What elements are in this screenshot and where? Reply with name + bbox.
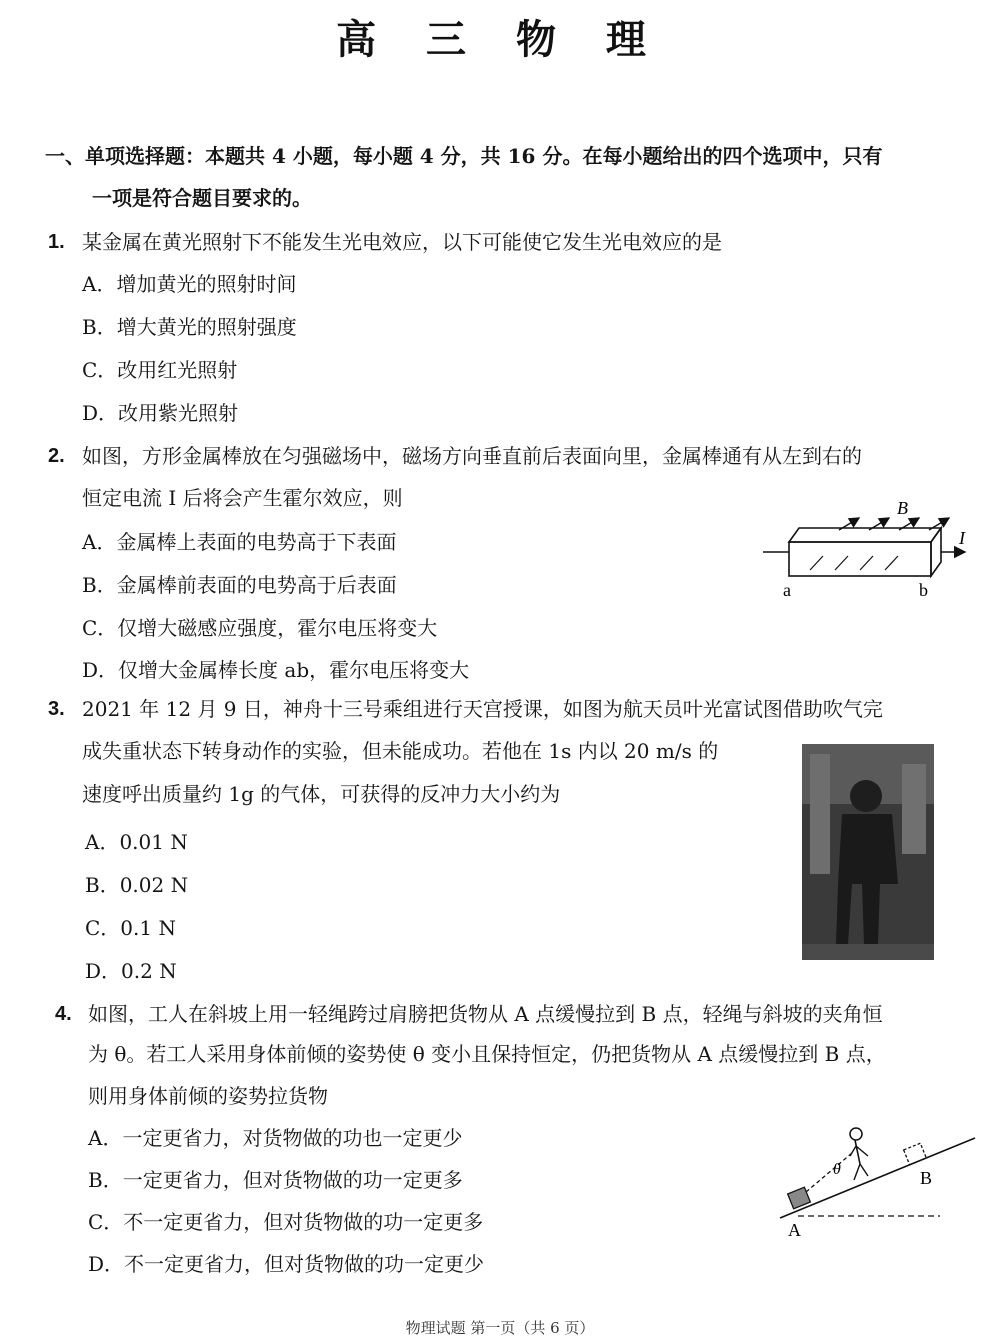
label-point-b: B (920, 1168, 933, 1188)
q3-option-d: D．0.2 N (85, 959, 177, 983)
q2-option-b: B．金属棒前表面的电势高于后表面 (82, 573, 397, 597)
hall-effect-figure (755, 490, 985, 605)
worker-body (855, 1140, 860, 1164)
worker-arm (850, 1146, 856, 1156)
worker-head (850, 1128, 862, 1140)
photo-panel (810, 754, 830, 874)
q2-stem-line1: 如图，方形金属棒放在匀强磁场中，磁场方向垂直前后表面向里，金属棒通有从左到右的 (82, 444, 862, 468)
q2-option-a: A．金属棒上表面的电势高于下表面 (82, 530, 397, 554)
hatch-line (860, 556, 873, 570)
section-heading-cont: 一项是符合题目要求的。 (92, 186, 312, 210)
q2-option-c: C．仅增大磁感应强度，霍尔电压将变大 (82, 616, 438, 640)
hatch-line (835, 556, 848, 570)
q1-option-a: A．增加黄光的照射时间 (82, 272, 297, 296)
slope-line (780, 1138, 975, 1218)
q4-number: 4. (55, 1003, 72, 1025)
q3-option-b: B．0.02 N (85, 873, 189, 897)
section-heading: 一、单项选择题：本题共 4 小题，每小题 4 分，共 16 分。在每小题给出的四个选项中，只有 (45, 144, 883, 168)
label-b-field: B (897, 498, 908, 518)
cargo-box-at-b (904, 1143, 927, 1165)
label-b: b (919, 580, 928, 600)
metal-bar-top (789, 528, 941, 542)
q4-stem-line3: 则用身体前倾的姿势拉货物 (88, 1084, 328, 1108)
q1-option-c: C．改用红光照射 (82, 358, 238, 382)
metal-bar-side (931, 528, 941, 576)
q2-option-d: D．仅增大金属棒长度 ab，霍尔电压将变大 (82, 658, 470, 682)
q1-option-d: D．改用紫光照射 (82, 401, 239, 425)
q3-number: 3. (48, 698, 65, 720)
worker-leg (854, 1164, 860, 1180)
q4-option-b: B．一定更省力，但对货物做的功一定更多 (88, 1168, 463, 1192)
q4-stem-line2: 为 θ。若工人采用身体前倾的姿势使 θ 变小且保持恒定，仍把货物从 A 点缓慢拉到 B 点， (88, 1042, 886, 1066)
label-current: I (959, 528, 965, 548)
q2-number: 2. (48, 445, 65, 467)
astronaut-head (850, 780, 882, 812)
hatch-line (885, 556, 898, 570)
q3-stem-line2: 成失重状态下转身动作的实验，但未能成功。若他在 1s 内以 20 m/s 的 (82, 739, 719, 763)
label-point-a: A (788, 1220, 801, 1240)
photo-floor (802, 944, 934, 960)
astronaut-photo (802, 744, 934, 960)
slope-figure (770, 1120, 980, 1245)
page-title: 高 三 物 理 (336, 17, 664, 63)
label-theta: θ (833, 1161, 841, 1178)
photo-panel (902, 764, 926, 854)
q1-stem: 某金属在黄光照射下不能发生光电效应，以下可能使它发生光电效应的是 (82, 230, 722, 254)
hatch-line (810, 556, 823, 570)
q3-stem-line1: 2021 年 12 月 9 日，神舟十三号乘组进行天宫授课，如图为航天员叶光富试图借助吹气完 (82, 697, 883, 721)
q4-option-d: D．不一定更省力，但对货物做的功一定更少 (88, 1252, 485, 1276)
q1-number: 1. (48, 231, 65, 253)
metal-bar-front (789, 542, 931, 576)
q4-stem-line1: 如图，工人在斜坡上用一轻绳跨过肩膀把货物从 A 点缓慢拉到 B 点，轻绳与斜坡的夹角恒 (88, 1002, 883, 1026)
q3-option-a: A．0.01 N (85, 830, 188, 854)
page-footer: 物理试题 第一页（共 6 页） (405, 1319, 595, 1337)
q2-stem-line2: 恒定电流 I 后将会产生霍尔效应，则 (82, 486, 403, 510)
rope-line (806, 1153, 852, 1192)
q3-option-c: C．0.1 N (85, 916, 176, 940)
q4-option-c: C．不一定更省力，但对货物做的功一定更多 (88, 1210, 484, 1234)
worker-leg (860, 1164, 868, 1176)
q4-option-a: A．一定更省力，对货物做的功也一定更少 (88, 1126, 463, 1150)
q3-stem-line3: 速度呼出质量约 1g 的气体，可获得的反冲力大小约为 (82, 782, 561, 806)
q1-option-b: B．增大黄光的照射强度 (82, 315, 297, 339)
label-a: a (783, 580, 791, 600)
